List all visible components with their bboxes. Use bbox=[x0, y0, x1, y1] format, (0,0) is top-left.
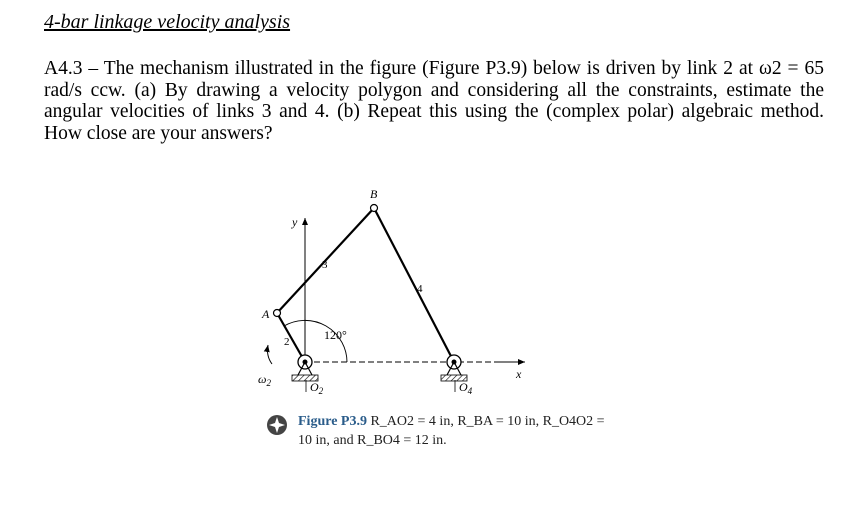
figure-caption bbox=[298, 412, 628, 450]
y-axis-label: y bbox=[292, 215, 298, 229]
link-4 bbox=[374, 208, 454, 362]
o4-subscript: 4 bbox=[467, 386, 473, 396]
page-title: 4-bar linkage velocity analysis bbox=[44, 11, 291, 33]
o2-label bbox=[306, 380, 324, 396]
caption-label: Figure P3.9 bbox=[298, 414, 367, 429]
link-3-label: 3 bbox=[322, 259, 328, 271]
x-axis-label: x bbox=[516, 367, 522, 381]
link-4-label: 4 bbox=[417, 283, 423, 295]
caption-body-line2: 10 in, and R_BO4 = 12 in. bbox=[298, 433, 447, 448]
caption-body-line1: R_AO2 = 4 in, R_BA = 10 in, R_O4O2 = bbox=[370, 414, 605, 429]
pin-b bbox=[371, 205, 378, 212]
problem-statement: A4.3 – The mechanism illustrated in the figure (Figure P3.9) below is driven by link 2 at ω2 = 65 rad/s ccw. (a) By drawing a velocity polygon and considering all the constraints, estimate the angular velocities of links 3 and 4. (b) Repeat this using the (complex polar) algebraic method. How close are your answers? bbox=[44, 58, 824, 144]
angle-label: 120° bbox=[324, 328, 347, 342]
o4-label bbox=[455, 380, 473, 396]
o4-letter: O bbox=[459, 380, 468, 394]
point-b-label: B bbox=[370, 187, 378, 201]
svg-text:O2 bbox=[310, 380, 324, 396]
link-2-label: 2 bbox=[284, 336, 290, 348]
omega-label: $\omega_2$ bbox=[258, 372, 271, 388]
caption-bullet-icon bbox=[266, 414, 288, 436]
pin-a bbox=[274, 310, 281, 317]
point-a-label: A bbox=[262, 307, 270, 321]
o2-subscript: 2 bbox=[318, 386, 324, 396]
ground-pivot-o4 bbox=[441, 355, 467, 381]
o2-letter: O bbox=[310, 380, 319, 394]
ground-pivot-o2 bbox=[292, 355, 318, 381]
svg-text:O4 bbox=[459, 380, 473, 396]
omega-rotation-arrow bbox=[268, 345, 273, 364]
